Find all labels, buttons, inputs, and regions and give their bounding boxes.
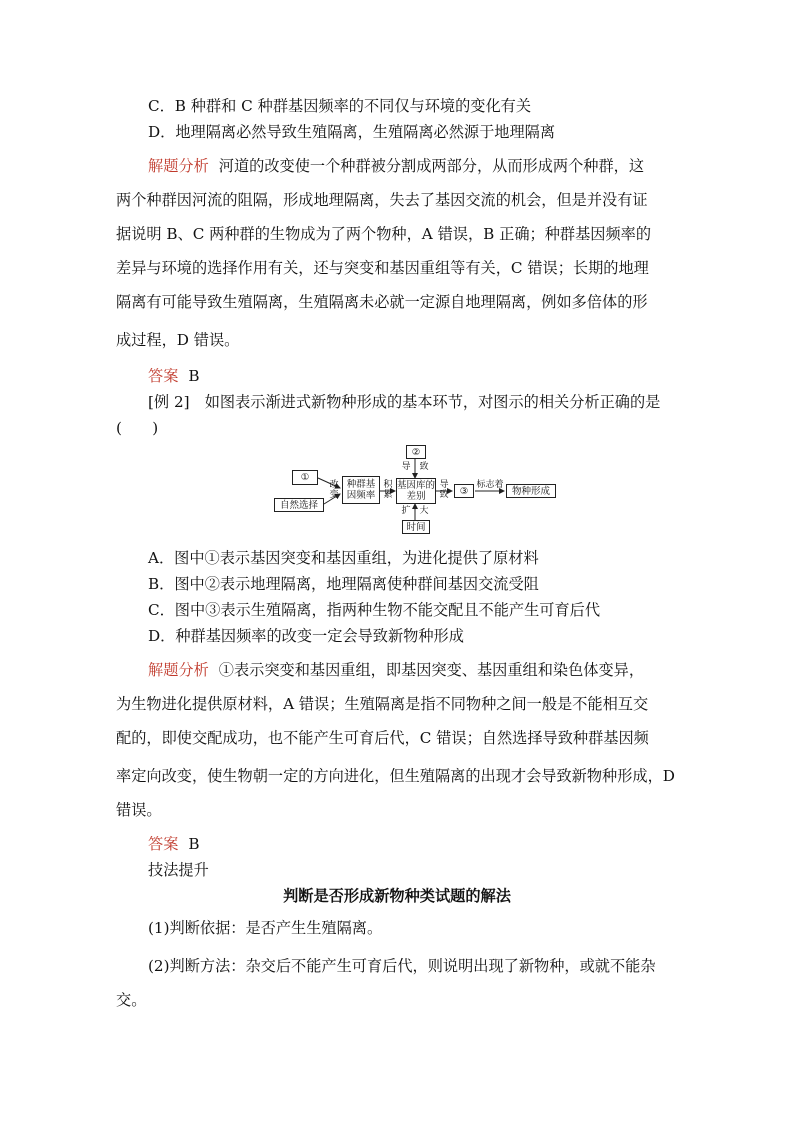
option-a: A．图中①表示基因突变和基因重组，为进化提供了原材料 [148,549,539,567]
analysis-line: 差异与环境的选择作用有关，还与突变和基因重组等有关，C 错误；长期的地理 [116,259,649,277]
diagram-box-natural-selection: 自然选择 [274,498,324,512]
analysis-line: 成过程，D 错误。 [116,331,240,349]
answer-2 [148,834,200,854]
answer-value: B [188,835,200,853]
analysis-line: 错误。 [116,801,162,819]
diagram-label-marker: 标志着 [476,480,504,490]
tips-item-1: (1)判断依据：是否产生生殖隔离。 [148,919,383,937]
analysis-line: 为生物进化提供原材料，A 错误；生殖隔离是指不同物种之间一般是不能相互交 [116,695,649,713]
answer-label: 答案 [148,367,179,385]
diagram-label-accumulate: 积累 [383,480,393,500]
option-d: D．种群基因频率的改变一定会导致新物种形成 [148,627,464,645]
answer-label: 答案 [148,835,179,853]
question-stem: [例 2] 如图表示渐进式新物种形成的基本环节，对图示的相关分析正确的是 [148,393,661,411]
analysis-label: 解题分析 [148,661,209,679]
option-d: D．地理隔离必然导致生殖隔离，生殖隔离必然源于地理隔离 [148,123,556,141]
tips-heading: 技法提升 [148,861,209,879]
tips-title: 判断是否形成新物种类试题的解法 [283,887,511,905]
answer-1 [148,366,200,386]
tips-item-2: (2)判断方法：杂交后不能产生可育后代，则说明出现了新物种，或就不能杂 [148,957,656,975]
diagram-box-1: ① [292,470,318,485]
analysis-label: 解题分析 [148,157,209,175]
analysis-line: 配的，即使交配成功，也不能产生可育后代，C 错误；自然选择导致种群基因频 [116,729,649,747]
diagram-label-change: 改变 [329,480,339,500]
diagram-label-lead-top: 导 致 [401,462,429,472]
analysis-paragraph-1 [148,156,644,176]
diagram-box-2: ② [406,445,426,459]
analysis-line: 两个种群因河流的阻隔，形成地理隔离，失去了基因交流的机会，但是并没有证 [116,191,648,209]
diagram-box-gene-frequency: 种群基因频率 [342,476,380,504]
diagram-label-lead-right: 导致 [439,480,449,500]
diagram-box-gene-pool: 基因库的差别 [397,480,436,502]
option-c: C．B 种群和 C 种群基因频率的不同仅与环境的变化有关 [148,97,532,115]
question-bracket: ( ) [116,419,159,437]
answer-value: B [188,367,200,385]
diagram-label-expand: 扩 大 [401,506,429,516]
diagram-box-time: 时间 [402,520,430,534]
analysis-line: 据说明 B、C 两种群的生物成为了两个物种，A 错误，B 正确；种群基因频率的 [116,225,652,243]
option-b: B．图中②表示地理隔离，地理隔离使种群间基因交流受阻 [148,575,539,593]
speciation-diagram [272,444,562,534]
analysis-paragraph-2 [148,660,644,680]
analysis-line: 河道的改变使一个种群被分割成两部分，从而形成两个种群，这 [218,157,644,175]
diagram-box-species: 物种形成 [506,484,556,498]
analysis-line: 率定向改变，使生物朝一定的方向进化，但生殖隔离的出现才会导致新物种形成，D [116,767,675,785]
option-c: C．图中③表示生殖隔离，指两种生物不能交配且不能产生可育后代 [148,601,601,619]
tips-item-2-cont: 交。 [116,991,147,1009]
analysis-line: ①表示突变和基因重组，即基因突变、基因重组和染色体变异， [218,661,644,679]
analysis-line: 隔离有可能导致生殖隔离，生殖隔离未必就一定源自地理隔离，例如多倍体的形 [116,293,648,311]
diagram-box-3: ③ [454,484,474,498]
